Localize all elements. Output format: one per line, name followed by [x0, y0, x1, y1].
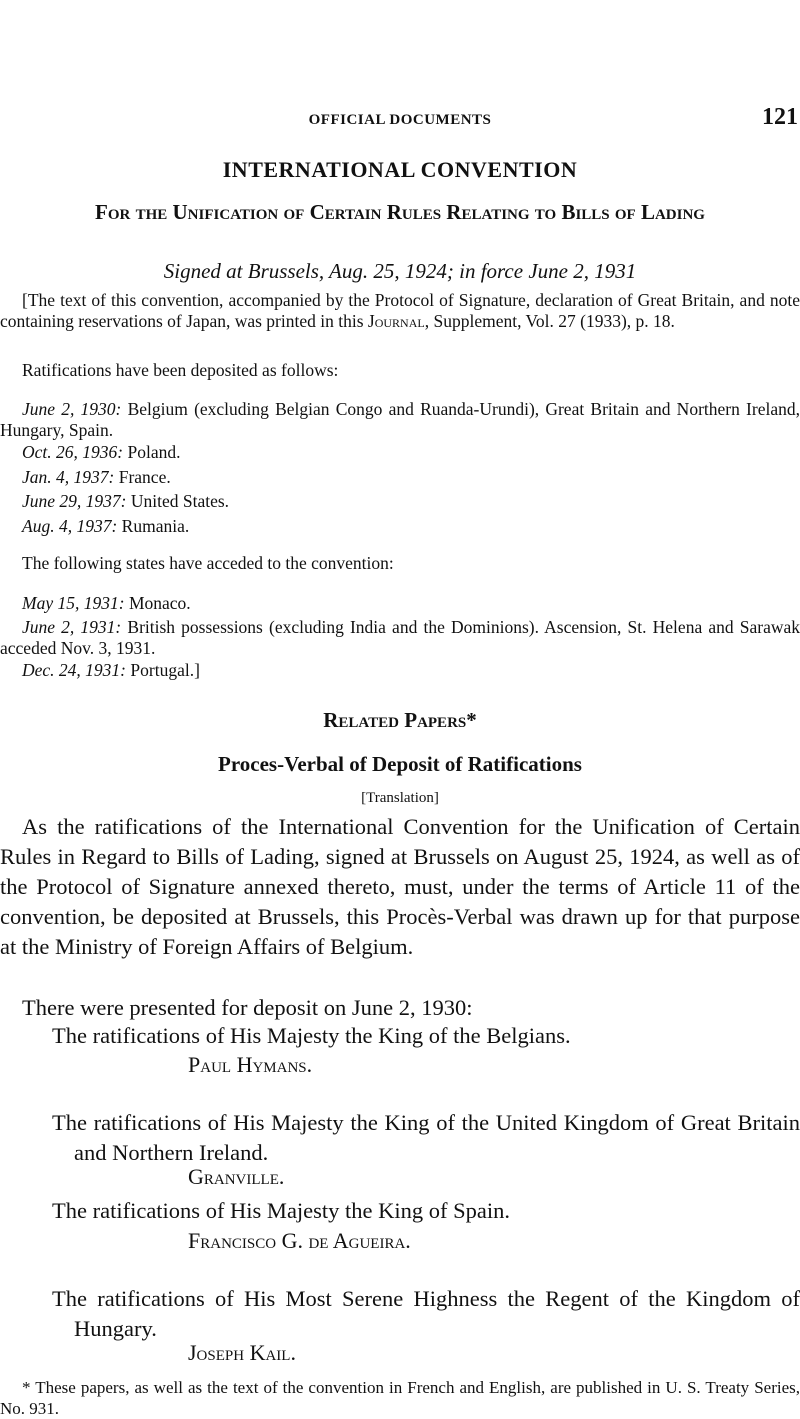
accessions-heading: The following states have acceded to the convention: — [22, 553, 394, 573]
deposit-text-content: The ratifications of His Majesty the King of the United Kingdom of Great Britain and Northern Ireland. — [52, 1110, 800, 1165]
accession-date: June 2, 1931: — [22, 617, 122, 637]
journal-name: Journal — [367, 311, 425, 331]
signatory: Granville. — [188, 1164, 285, 1189]
deposit-text-content: The ratifications of His Most Serene Highness the Regent of the Kingdom of Hungary. — [52, 1286, 800, 1341]
deposit-text — [0, 1108, 800, 1168]
page-number: 121 — [762, 104, 798, 130]
ratification-date: Oct. 26, 1936: — [22, 442, 124, 462]
ratification-item — [0, 491, 800, 512]
ratification-text: Poland. — [123, 442, 181, 462]
accession-text: British possessions (excluding India and the Dominions). Ascension, St. Helena and Sarawak acceded Nov. 3, 1931. — [0, 617, 800, 658]
ratification-text: United States. — [126, 491, 230, 511]
ratification-date: Jan. 4, 1937: — [22, 467, 115, 487]
accession-item — [0, 660, 800, 681]
signed-line: Signed at Brussels, Aug. 25, 1924; in force June 2, 1931 — [163, 259, 637, 283]
ratification-item — [0, 467, 800, 488]
ratification-text: Belgium (excluding Belgian Congo and Ruanda-Urundi), Great Britain and Northern Ireland, Hungary, Spain. — [0, 399, 800, 440]
related-papers-heading: Related Papers* — [323, 708, 477, 732]
proces-verbal-heading: Proces-Verbal of Deposit of Ratifications — [218, 752, 582, 776]
deposit-text — [0, 1284, 800, 1344]
intro-note — [0, 290, 800, 332]
signatory: Francisco G. de Agueira. — [188, 1228, 411, 1253]
presented-line: There were presented for deposit on June 2, 1930: — [22, 995, 473, 1020]
intro-note-suffix: , Supplement, Vol. 27 (1933), p. 18. — [424, 311, 675, 331]
accession-item — [0, 593, 800, 614]
ratification-item — [0, 399, 800, 441]
signatory: Joseph Kail. — [188, 1340, 296, 1365]
translation-label: [Translation] — [361, 790, 439, 806]
accession-date: May 15, 1931: — [22, 593, 125, 613]
ratification-item — [0, 516, 800, 537]
accession-item — [0, 617, 800, 659]
ratification-date: June 29, 1937: — [22, 491, 127, 511]
footnote: * These papers, as well as the text of the convention in French and English, are published in U. S. Treaty Series, No. 931. — [0, 1378, 800, 1418]
accession-text: Monaco. — [124, 593, 191, 613]
deposit-text: The ratifications of His Majesty the King of Spain. — [52, 1198, 511, 1223]
ratification-date: June 2, 1930: — [22, 399, 122, 419]
document-subtitle: For the Unification of Certain Rules Relating to Bills of Lading — [95, 200, 705, 224]
signatory: Paul Hymans. — [188, 1052, 313, 1077]
proces-verbal-body: As the ratifications of the International Convention for the Unification of Certain Rules in Regard to Bills of Lading, signed at Brussels on August 25, 1924, as well as of the Protocol of Signature annexed thereto, must, under the terms of Article 11 of the convention, be deposited at Brussels, this Procès-Verbal was drawn up for that purpose at the Ministry of Foreign Affairs of Belgium. — [0, 814, 800, 959]
intro-note-prefix: [The text of this convention, accompanied by the Protocol of Signature, declaration of Great Britain, and note containing reservations of Japan, was printed in this — [0, 290, 800, 331]
ratification-text: France. — [114, 467, 171, 487]
accession-text: Portugal.] — [126, 660, 200, 680]
ratification-text: Rumania. — [117, 516, 190, 536]
ratification-date: Aug. 4, 1937: — [22, 516, 118, 536]
document-title: INTERNATIONAL CONVENTION — [222, 157, 578, 182]
deposit-text: The ratifications of His Majesty the King of the Belgians. — [52, 1023, 571, 1048]
ratification-item — [0, 442, 800, 463]
accession-date: Dec. 24, 1931: — [22, 660, 127, 680]
running-head: OFFICIAL DOCUMENTS — [308, 112, 492, 128]
ratifications-heading: Ratifications have been deposited as follows: — [22, 360, 339, 380]
